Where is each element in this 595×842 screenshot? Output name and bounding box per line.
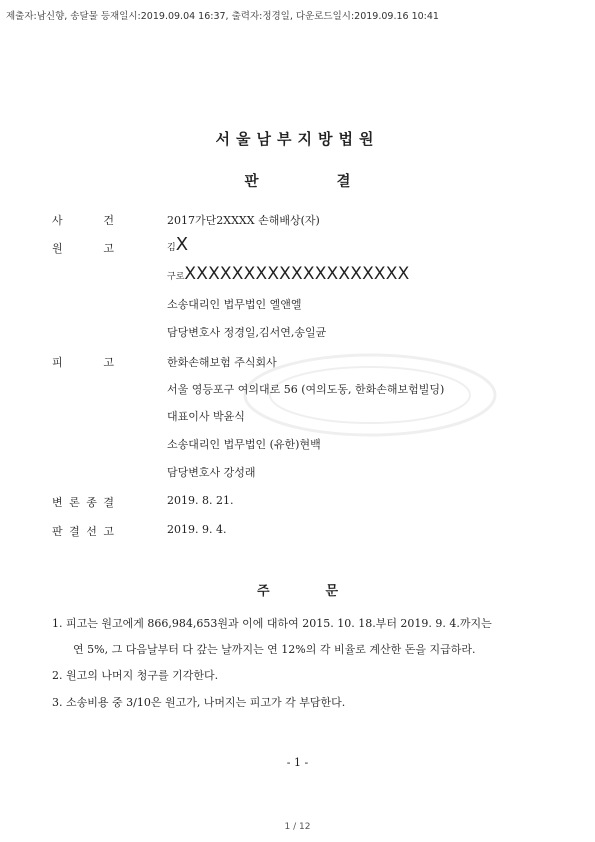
verdict-date: 2019. 9. 4. [167,523,227,536]
order-item-3: 3. 소송비용 중 3/10은 원고가, 나머지는 피고가 각 부담한다. [52,696,346,709]
order-title: 주 문 [256,584,339,599]
page-number: - 1 - [286,756,309,769]
plaintiff-name: 김X [167,234,189,255]
defendant-lawyers: 담당변호사 강성래 [167,466,256,479]
defendant-name: 한화손해보험 주식회사 [167,356,277,369]
closing-label: 변 론 종 결 [52,496,114,509]
defendant-address: 서울 영등포구 여의대로 56 (여의도동, 한화손해보험빌딩) [167,383,445,396]
order-item-1: 1. 피고는 원고에게 866,984,653원과 이에 대하여 2015. 10. 18.부터 2019. 9. 4.까지는 [52,617,492,630]
court-name: 서울남부지방법원 [215,130,380,148]
defendant-label: 피 고 [52,356,114,369]
order-item-1-continued: 연 5%, 그 다음날부터 다 갚는 날까지는 연 12%의 각 비율로 계산한 돈을 지급하라. [73,643,476,656]
page-footer: 1 / 12 [284,822,311,832]
title-char-1: 판 [244,174,259,190]
plaintiff-address: 구로XXXXXXXXXXXXXXXXXXX [167,264,410,284]
order-item-2: 2. 원고의 나머지 청구를 기각한다. [52,669,219,682]
plaintiff-lawyers: 담당변호사 정경일,김서연,송일균 [167,326,327,339]
plaintiff-representative: 소송대리인 법무법인 엘앤엘 [167,298,302,311]
case-value: 2017가단2XXXX 손해배상(자) [167,214,320,227]
closing-date: 2019. 8. 21. [167,494,234,507]
document-title [0,170,595,191]
title-char-2: 결 [336,174,351,190]
case-label: 사 건 [52,214,114,227]
defendant-ceo: 대표이사 박윤식 [167,410,245,423]
document-header-line: 제출자:남신향, 송달물 등재일시:2019.09.04 16:37, 출력자:정경일, 다운로드일시:2019.09.16 10:41 [6,11,439,22]
verdict-date-label: 판 결 선 고 [52,525,114,538]
defendant-representative: 소송대리인 법무법인 (유한)현백 [167,438,321,451]
plaintiff-label: 원 고 [52,242,114,255]
